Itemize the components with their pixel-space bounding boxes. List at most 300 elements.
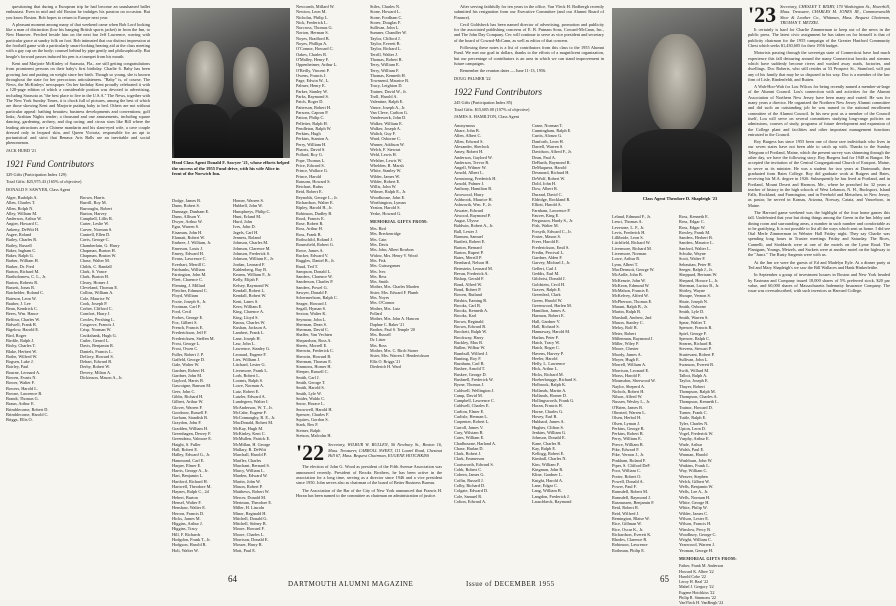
contributor-name: Martin, Ralph B. [612,309,642,315]
contributor-name: Clark, S. Vance [80,269,107,275]
contributor-name: Barton, Bernard [454,244,482,250]
contributor-name: Marshall, Andrew, 2nd [612,314,652,320]
left-page [0,0,449,600]
contributor-name: Ross, Edgar W. [679,224,706,230]
contributor-name: Forbes, George E. [172,314,204,320]
contributor-name: Swanson, Everett B. [679,362,715,368]
contributor-name: Robinson, Dudley B. [296,210,333,216]
contributor-name: Forsyth, Edward C., Jr. [532,228,572,234]
name-list [80,195,148,423]
contributor-name: Homer, Warren S. [233,198,264,203]
contributor-name: Mosser, Harry R. [233,542,263,548]
contributor-name: Pierce, William B. [612,441,644,447]
contributor-name: Colby, Richard D. [454,482,486,488]
contributor-name: Bevan, Frederick A. [454,271,489,277]
contributor-name: Clark, Emmerson [454,456,485,462]
contributor-name: Ashbrook, Maurice H. [454,196,493,202]
contributor-name: Lowe, Arthur R. [612,256,641,262]
contributor-name: Stearns, Richard R. [679,341,713,347]
contributor-name: Bullen, Wilbur W. [454,345,486,351]
contributor-name: Perkins, Robert B. [612,431,644,437]
contributor-name: Atwater, Edward [454,207,484,213]
contributor-name: Thompson, Ralph M. [679,388,716,394]
contributor-name: Meriman, Theodore E. [233,499,273,505]
contributor-name: Schermerhorn, Ralph C. [296,295,338,301]
contributor-name: Gaylord, Harris B. [172,378,204,384]
contributor-name: Cates, William E. [454,435,485,441]
contributor-name: Mercer, Donald M. [233,494,266,500]
contributor-name: Norton, Herman S. [296,30,329,36]
contributor-name: Bond, Robert P. [454,286,482,292]
contributor-name: Powell, Donald A. [612,478,644,484]
contributor-name: Dehart, Edward B. [80,359,113,365]
contributor-name: McAnderson, W. T., Jr. [233,404,273,410]
contributor-name: Seeger, Ralph J., Jr. [679,266,713,272]
contributor-name: Allen, Edward S. [454,138,484,144]
contributor-name: Marani, Ralph B., Jr. [612,304,648,310]
photo-caption: Head Class Agent Donald F. Sawyer '21, whose efforts helped the success of the 1955 Fund drive, with his wife Alice in front of the Norwich Inn. [172,160,290,176]
contributor-name: Shepardson, Ross A. [296,337,332,343]
left-col-3 [296,4,442,564]
contributor-name: Evans, Lawrence C. [172,256,207,262]
contributor-name: Smith, Warren S. [679,314,709,320]
contributor-name: Bower, Walter F. [6,380,35,386]
contributor-name: Pendleton, Ralph W. [296,125,332,131]
contributor-name: Morrison, Leonard E. [612,367,650,373]
contributor-name: Jagels, Carl H. [233,229,259,235]
memorial-name: Sister, Mrs. Warren J. Henderickson [370,353,430,359]
contributor-name: Sebastian, Peter H. [679,261,712,267]
contributor-name: Bourne, Leonard A. [6,369,41,375]
contributor-name: White, George H. [679,500,710,506]
contributor-name: Sherwin, Howard B. [296,353,332,359]
class-agent-photo [612,8,742,192]
contributor-name: Angier, Howard C. [6,221,39,227]
contributor-name: Newton, Leon M. [296,9,327,15]
contributor-name: Jenkins, William G. [532,429,567,435]
contributor-name: Seymour, John L. [296,316,327,322]
contributor-name: Oppenheimer, Arthur L. [296,62,338,68]
contributor-name: McKelvey, Alfred W. [612,293,649,299]
contributor-name: Johnson, Clarence M. [233,245,271,251]
contributor-name: Spiel, George F. [679,330,707,336]
memorial-name: Daphne C. Baker '21 [370,321,405,327]
contributor-name: Morrison, Donald E. [233,537,269,542]
contributor-name: Hubbell, John W. [233,203,263,209]
contributor-name: Devery, Milton A. [80,369,112,375]
contributor-name: Martin, John W. [233,478,261,484]
contributor-name: Batchelder, Roland C. [6,290,45,296]
contributor-name: Sanderson, Charles P. [296,279,334,285]
photo-caption: Class Agent Theodore D. Shapleigh '23 [642,196,718,201]
contributor-name: Remington, Blaise W. [612,515,650,521]
memorial-name: Harold Cobe '22 [679,573,706,579]
memorial-name: Mother, Mrs. C. Birch Stoner [370,348,419,353]
memorial-name: Mrs. John, Albert Bowbon [370,247,414,253]
name-list [454,123,526,504]
contributor-name: Beers, Wm. Hance [6,311,39,317]
contributor-name: Ramsdell, Robert M. [612,489,649,495]
contributor-name: Brooks, Kenneth A. [454,308,489,314]
contributor-name: Davis, Benjamin R. [80,343,114,349]
contributor-name: Cleveland, Thomas E. [80,284,119,290]
contributor-name: Kelsey, Raymond W. [233,282,270,288]
contributor-name: Cook, Joseph P. [80,300,108,306]
contributor-name: Stevens, Stewart P. [679,346,712,352]
contributor-name: Sullivan, John L. [679,357,709,363]
contributor-name: Terry, William F. [370,67,400,73]
contributor-name: Bailey, Russell [6,242,32,248]
contributor-name: Cavis, George C. [80,237,110,243]
contributor-name: Gardner, Alden F. [532,255,563,261]
contributor-name: Ross, Edgar C. [679,219,705,225]
contributor-name: Mason, Robert P. [233,484,263,490]
contributor-name: Mallary, R. DeWitt [233,446,266,452]
contributor-name: Fuller, Robert J. P. [172,351,204,357]
contributor-name: Bartholomew, C. L., Jr. [6,274,47,280]
contributor-name: Mitchell, Sidney B. [233,521,267,527]
contributor-name: Baker, Ralph G. [6,253,34,259]
memorial-name: Mrs. Bird [370,226,386,232]
contributor-name: Robinson, Lawrence [612,542,648,548]
contributor-name: Whelden, R. Marsh [370,162,404,168]
contributor-name: Brisbin, Eaming R. [454,297,488,303]
contributor-name: Foote, Joseph S., Jr. [172,298,207,304]
contributor-name: Byrne, Thomas J. [454,382,485,388]
page-footer: Issue of DECEMBER 1955 [466,580,555,588]
contributor-name: MacDonald, Robert M. [233,420,274,426]
memorial-name: Howard K. Albee '22 [679,568,714,574]
contributor-name: Warman, Harold [679,452,708,458]
contributor-name: Garvey, Michael J., Jr. [532,260,571,266]
contributor-name: Hall, Robert E. [172,446,199,452]
contributor-name: Carpenter, Robert L. [454,419,490,425]
paragraph: The election of John G. Wood as president of the Fifth Avenue Association was announced recently. President of Brooks Brothers, he has been active in the association for a long time, serving as a director since 1946 and a vice president since 1950. John serves also as chairman of the board of Better Business Bureau. [296,464,442,486]
name-list [612,214,675,606]
contributor-name: Dow, Albert R. [532,186,558,192]
contributor-name: Power, Paul F. [612,484,637,490]
contributor-name: Van Cleve, Carlton G. [370,109,409,115]
paragraph: Remember the reunion dates — June 11-13, 1956. [460,68,547,74]
contributor-name: Carter, Leslie W. [80,221,109,227]
contributor-name: Bogsen, Luke J. [6,359,34,365]
memorial-name: Sister, Mrs. Edward F. Plumb [370,289,419,295]
contributor-name: Sherwin, Frederick C. [296,348,334,354]
contributor-name: Allen, Albert C. [454,133,482,139]
contributor-name: Fairbanks, William [172,266,205,272]
contributor-name: Ramsdell, Raymond J. [612,494,651,500]
name-list [296,4,366,438]
contributor-name: Ripley, Harold H., Jr. [296,205,333,211]
contributor-name: Frost, Owen C. [172,346,199,352]
contributor-name: Everhart, Merrill C. [172,261,207,267]
contributor-name: Hunt, Erland M. [233,213,262,219]
contributor-name: Spencer, Francis R. [679,325,713,331]
contributor-name: Durand, David C. [532,191,563,197]
contributor-name: Dickinson, Mason A., Jr. [80,375,123,380]
contributor-name: Segall, Hyman S. [296,305,327,311]
contributor-name: Olsen, Herbol H. [612,415,642,421]
contributor-name: Gardner, Robert H. [172,367,205,373]
contributor-name: Shute, Joseph N. [679,298,708,304]
paragraph: questioning that during a European trip he had become an unashamed ballet enthusiast. Even in mid and old Boston he indulges his passion on occasion. But you know Boston. Bob hopes to return to Europe next year. [6,4,150,20]
contributor-name: Welsher, Lewis W. [370,157,403,163]
contributor-name: Kent, Lanes S. [233,298,259,304]
contributor-name: Dunn, Robert S. [172,203,200,209]
contributor-name: Eisaman, John H. [172,229,203,235]
contributor-name: Hovey, Earl R. [532,414,558,420]
contributor-name: Buckley, Max B. [454,339,484,345]
contributor-name: Smith, Carl J. [296,374,320,380]
contributor-name: Cole, Maurice W. [80,295,111,301]
contributor-name: Wells, Lee A., Jr. [679,489,709,495]
contributor-name: Goldstein, Cecil H. [532,281,566,287]
contributor-name: Terry, William E. [370,62,400,68]
contributor-name: Reid, Wilfred J. [612,510,640,516]
contributor-name: Bateson, Leon W. [6,295,37,301]
contributor-name: Hollands, Horner D. [532,392,568,398]
contributor-name: Hatch, Roger C. [532,345,560,351]
contributor-name: Gaffeld, George D. [172,356,206,362]
contributor-name: Kendall, Robert W. [233,293,267,299]
contributor-name: Embree, J. William, Jr. [172,240,212,246]
contributor-name: Sanford, Walter L. [679,245,711,251]
contributor-name: Coatsworth, Edward S. [454,461,494,467]
contributor-name: Porter, Robert O. [612,473,642,479]
contributor-name: Rounsfield, Robert G. [296,242,334,248]
contributor-name: Barton, Richard M. [6,269,40,275]
contributor-name: Livermore, Richard M. [612,245,652,251]
contributor-name: Warner, Addison W. [370,141,405,147]
contributor-name: Hamilton, James A. [532,308,566,314]
contributor-name: Rucker, Edward V. [296,252,329,258]
paragraph: Kent and Marjorie McKinley of Sarasota, Fla., are still getting congratulations from prominent persons on their baby's first birthday. Charlie 6. Baby has been growing fast and putting on weight since her birth. Though so young, she is known throughout the state for her precocious articulateness. "Baby" is, of course, The News, the McKinleys' newspaper. On her birthday Kent proudly celebrated it with a 128-page edition of which a considerable portion was devoted to advertising, including Sarasota as "the best place to live in the U.S.A." The News, together with The New York Sunday Times, it is chock full of pictures, among the best of which are those showing Kent and Marjorie putting baby to bed. Others are not without particular appeal: bathing beauties; business developments and conventions; golf links; Arabian Nights tender; a thousand and one amusements, including square dancing, gardening, archery, and dog racing; and circus stars like Bill where the leading attractions are a Chinese mandarin and his slant-eyed wife, a cave couple dressed only in leopard skin, and Queen Victoria, responsible for an apt to portunistical and strict that Benaux Arts Balls are an inevitable and social phenomenon. [6,60,150,146]
contributor-name: Oakes, Charles R. [296,51,328,57]
contributor-name: Matthews, Robert W. [233,489,270,495]
contributor-name: Bowne, Lawrence B. [6,390,43,396]
contributor-name: Cruikshank, Hugh G. [80,332,117,338]
memorial-name: Philip R. Simmons '22 [679,595,716,601]
contributor-name: Kearns, William F., Jr. [233,272,272,278]
contributor-name: Bailey, Charles R. [6,237,38,243]
contributor-name: Pike, Vernon J., Jr. [612,452,645,458]
contributor-name: Walker, William E. [370,120,403,126]
contributor-name: Troll, Harold A. [370,94,398,100]
contributor-name: Hensel, Walter F. [172,499,202,505]
contributor-name: Sexton, Walter K. [296,311,327,317]
contributor-name: Brooks, Carl B. [454,302,481,308]
contributor-name: Ball, Lester J. [454,228,478,234]
contributor-name: Bates, Merrill P. [454,255,482,261]
contributor-name: Valentine, Ralph E. [370,99,404,105]
contributor-name: Wilder, Robert E. [370,178,401,184]
contributor-name: Poor, William C. [612,468,641,474]
contributor-name: Kay, Ralph E. [532,445,557,451]
contributor-name: Caldwell, Charles E. [454,403,490,409]
contributor-name: Cleary, Homer J. [80,279,110,285]
contributor-name: Swift, Willard M. [679,367,710,373]
contributor-name: Allen, Rolph N. [6,205,34,211]
contributor-name: Cobern, James G. [454,472,485,478]
memorial-name: Mrs. Cain [370,236,387,242]
name-list [6,195,74,423]
contributor-name: Lutz, Robert E. [233,388,260,394]
contributor-name: Egar, Warren S. [172,224,200,230]
contributor-name: Marchall, Harold P. [233,452,267,458]
contributor-name: Caldwell, Wellington J. [454,387,495,393]
fund-agent: DONALD F. SAWYER, Class Agent [6,186,71,192]
contributor-name: Barker, Dr. Fred [6,263,34,269]
contributor-name: Haight, S. Fuller [172,441,201,447]
contributor-name: Owens, Francis J. [296,72,327,78]
contributor-name: Hannaway, Harold M. [532,329,571,335]
contributor-name: McPherson, Thomas E. [612,298,653,304]
contributor-name: Greendeau, Valmore E. [172,436,213,442]
contributor-name: Alger, Rudolph A. [6,194,38,200]
contributor-name: Miller, H. Lincoln [233,505,265,511]
contributor-name: Alexander, Sherlock [454,143,490,149]
contributor-name: Brandt, Thomas G. [6,396,39,402]
contributor-name: Newcomb, Millard W. [296,4,335,9]
contributor-name: Chapman, Bruton W. [80,253,117,259]
contributor-name: Ashworth, Wm. F., Jr. [454,202,492,208]
contributor-name: Way, William C. [679,468,708,474]
contributor-name: Gardner, John M. [172,372,203,378]
contributor-name: Bauber, J. Lee [6,300,31,306]
contributor-name: Lundegren, Walter I. [233,399,269,405]
contributor-name: Chapman, Burton H. [80,247,116,253]
contributor-name: Chase, Harlan D. [454,445,484,451]
contributor-name: Bixby, Charles T. [6,343,36,349]
contributor-name: Naylor, Sheperd A. [612,383,646,389]
contributor-name: Geddis, Earl M. [532,271,560,277]
contributor-name: Wilson, Francis H. [679,521,712,527]
contributor-name: Jenness, Roland [233,235,261,241]
contributor-name: Noyes, Bradford B. [296,35,330,41]
contributor-name: Curtis, Alonzo G. [532,133,563,139]
contributor-name: MacDermott, George W. [612,266,655,272]
memorial-list [679,563,742,605]
contributor-name: Cantrell, Ellen D. [80,231,111,237]
paragraph: It certainly is hard for Charlie Zimmerman to keep out of the news in the public press. The latest civic assignment he has taken on for himself is that of publicity chairman for the 1955 campaign of the Greater Hartford Community Chest which seeks $1,430,605 for their 1956 budget. [748,27,890,49]
contributor-name: Heeler, Harold [532,355,558,361]
memorial-name: Mrs. Fisk [370,257,386,263]
contributor-name: Birdtle, Ralph J. [6,337,35,343]
contributor-name: Danforth, Leon H. [532,138,564,144]
contributor-name: Law, John L. [233,341,256,347]
contributor-name: Anonymous [454,122,476,128]
contributor-name: Anderson, Gaylord W. [454,154,493,160]
contributor-name: Snowwell, Harold H. [296,406,333,412]
contributor-name: Bothe, Wilfred W. [6,353,38,359]
contributor-name: O'Malley, Henry F. [296,56,329,62]
memorial-name: Mrs. Breckenridge [370,231,401,237]
contributor-name: Parsons, Capron P. [296,109,329,115]
contributor-name: Kushan, Jackson A. [233,325,267,331]
contributor-name: Terrill, Walter J. [370,51,398,57]
contributor-name: Baker, Ingham C. [6,247,37,253]
contributor-name: Woodbury, George C. [679,531,717,537]
contributor-name: Leverone, L. F., Jr. [612,224,645,230]
contributor-name: Ankeny, DeWitt H. [6,226,40,232]
memorial-name: Mrs. Russell [370,332,391,338]
contributor-name: Dodge, James B. [172,198,202,203]
contributor-name: Spencer, Ralph C. [679,335,711,341]
contributor-name: Reichart, Rufus [296,184,323,190]
contributor-name: Darrell, Warren S. [532,143,564,149]
contributor-name: Graves, Ralph E. [532,286,562,292]
contributor-name: Moyer, Hugh E. [612,357,640,363]
contributor-name: Bond, Alfred W. [454,281,483,287]
contributor-name: Vance, Joseph A., Jr. [370,104,406,110]
contributor-name: Blake, Herbert W. [6,348,38,354]
memorial-name: Dr. Lister [370,337,386,343]
contributor-name: Cosgrove, Francis J. [80,322,116,328]
contributor-name: Corber, Clifford C. [80,306,113,312]
contributor-name: Bunting, Roy F. [454,355,482,361]
class-officers: Secretary, CHESLEY T. BIXBY, 170 Washington St., Haverhill, Mass. Treasurer, CHARLES M. JONES JR., Commonwealth Shoe & Leather Co., Whitman, Mass. Bequest Chairman, TRUMAN T. METZEL [780,4,890,25]
contributor-name: Taylor, Everett B. [370,41,401,47]
contributor-name: Farnham, Lawrence P. [532,207,571,213]
contributor-name: Carroll, James V. [454,424,484,430]
contributor-name: Lawrence, Stanley G. [233,346,271,352]
contributor-name: Kahlenberg, Ray B. [233,266,268,272]
contributor-name: Ross, Frank B. [296,231,322,237]
contributor-name: Talbot, Ralph A. [679,372,708,378]
contributor-name: Dunn, Allison Y. [172,213,201,219]
contributor-name: Rhodes, Clarence R. [612,537,648,543]
contributor-name: Page, Edwin W., L. [296,78,330,84]
contributor-name: Marchant, Bernard S. [233,462,270,468]
contributor-name: Allen, Charles T. [6,200,36,206]
contributor-name: Lowe, Norman A. [233,383,265,389]
contributor-name: McArdle, John B. [612,272,643,278]
contributor-name: Dwyer, Arthur W. [172,219,203,225]
contributor-name: Upton, Leon D. [679,425,706,431]
contributor-name: Crane, Norman T. [532,122,563,128]
contributor-name: Miller, Wiley P. [612,341,640,347]
contributor-name: Burroughs, Robert [80,205,112,211]
contributor-name: Hart, Benjamin L. [172,473,204,479]
contributor-name: Barton, Roberts R. [6,279,39,285]
contributor-name: Lane, Edgar C. [532,482,559,488]
contributor-name: Glover, Warren F. [172,404,203,410]
contributor-name: McMullen, Patrick E. [233,436,271,442]
name-list [532,123,604,504]
contributor-name: Henshaw, Walter E. [172,505,206,511]
contributor-name: Hodgson, Harold R. [172,542,207,548]
contributor-name: Farrington, John M. [172,272,207,278]
contributor-name: Johnson, Frederick S. [233,250,271,256]
contributor-name: Rood, Francis E. [296,215,325,221]
contributor-name: Brockett, Ralph W. [454,329,487,335]
contributor-name: Hartford, Richard H. [172,478,208,484]
contributor-name: Wade, Arthur [679,441,703,447]
contributor-name: Yeoman, George H. [679,547,714,553]
contributor-name: Woodhouse, John E. [370,194,406,200]
contributor-name: Wells, Benjamin W. [679,484,714,490]
name-list [370,4,442,216]
contributor-name: King, Lloyd S. [233,314,259,320]
contributor-name: Norcross, Thomas G. [296,25,333,31]
contributor-name: DeWolf, Robert W. [532,175,566,181]
contributor-name: Asgee, Roland [6,231,32,237]
contributor-name: Chamberlain, G. Harry [80,242,120,248]
contributor-name: Shepard, Horace L., Jr. [679,277,719,283]
contributor-name: Tuttle, Ralph E. [679,415,707,421]
fund-total: Total Gifts: $15,685.00 (107% of objective) [454,107,530,113]
contributor-name: Hodgdon, Frank T., Jr. [172,537,211,542]
